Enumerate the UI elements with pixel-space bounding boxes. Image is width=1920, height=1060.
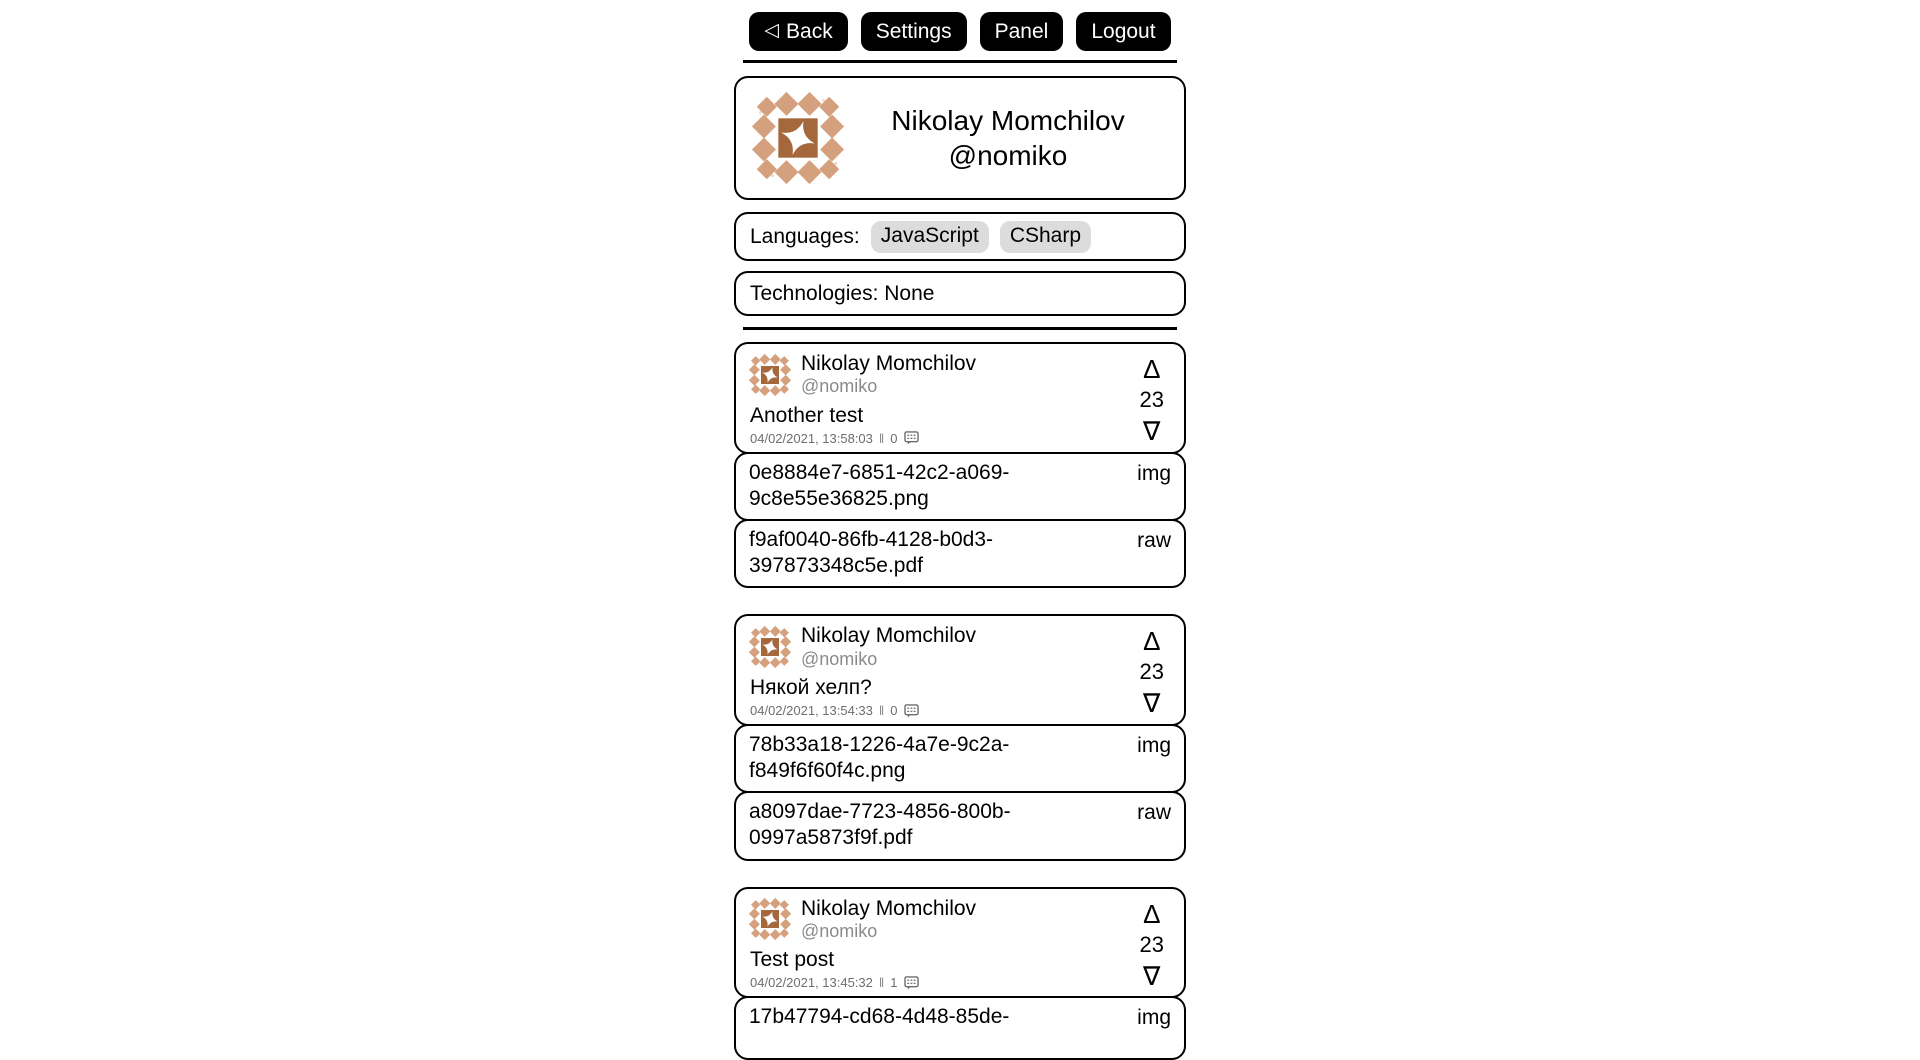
attachment-row[interactable] (734, 519, 1186, 588)
attachment-type-label: raw (1137, 801, 1171, 825)
meta-separator: ‖ (878, 430, 885, 446)
post-main (748, 624, 1130, 718)
attachment-filename: a8097dae-7723-4856-800b-0997a5873f9f.pdf (749, 800, 1011, 850)
post-meta (750, 703, 1130, 718)
posts-divider (743, 327, 1177, 330)
post-author-handle: @nomiko (801, 376, 878, 397)
vote-count: 23 (1139, 659, 1164, 685)
post-header (748, 897, 1130, 942)
post-author-block (801, 352, 976, 397)
technologies-label: Technologies: None (750, 281, 935, 305)
post-card[interactable] (734, 342, 1186, 454)
posts-feed (734, 342, 1186, 1060)
comment-bubble-icon (904, 976, 919, 990)
post-main (748, 352, 1130, 446)
post-meta (750, 431, 1130, 446)
identicon-avatar-icon (748, 897, 792, 941)
toolbar (734, 12, 1186, 51)
logout-button[interactable]: Logout (1076, 12, 1170, 51)
post-timestamp: 04/02/2021, 13:58:03 (750, 430, 873, 446)
language-badges (871, 221, 1091, 253)
vote-column (1130, 624, 1172, 718)
attachment-type-label: raw (1137, 529, 1171, 553)
post-author-name: Nikolay Momchilov (801, 352, 977, 376)
comment-bubble-icon (904, 431, 919, 445)
attachment-type-label: img (1137, 461, 1171, 485)
post (734, 614, 1186, 860)
language-badge: CSharp (1000, 221, 1091, 253)
meta-separator: ‖ (878, 975, 885, 991)
profile-names (846, 103, 1170, 173)
identicon-avatar-icon (748, 625, 792, 669)
post-author-handle: @nomiko (801, 648, 878, 669)
post-comment-count: 0 (890, 430, 898, 446)
settings-button[interactable]: Settings (861, 12, 967, 51)
language-badge: JavaScript (871, 221, 989, 253)
attachment-type-label: img (1137, 1006, 1171, 1030)
post-attachments (734, 996, 1186, 1060)
languages-card (734, 212, 1186, 261)
post-card[interactable] (734, 887, 1186, 999)
downvote-button[interactable]: ∇ (1143, 688, 1161, 719)
post-card[interactable] (734, 614, 1186, 726)
upvote-button[interactable]: Δ (1143, 354, 1161, 385)
profile-handle: @nomiko (948, 140, 1068, 172)
attachment-filename: f9af0040-86fb-4128-b0d3-397873348c5e.pdf (749, 528, 994, 577)
attachment-type-label: img (1137, 734, 1171, 758)
main-column (734, 0, 1186, 1060)
downvote-button[interactable]: ∇ (1143, 960, 1161, 991)
post-title: Някой хелп? (750, 676, 872, 700)
downvote-button[interactable]: ∇ (1143, 416, 1161, 447)
attachment-row[interactable] (734, 724, 1186, 793)
attachment-filename: 0e8884e7-6851-42c2-a069-9c8e55e36825.png (749, 460, 1010, 510)
post-meta (750, 975, 1130, 990)
post-attachments (734, 724, 1186, 860)
profile-name: Nikolay Momchilov (891, 105, 1125, 137)
panel-button[interactable]: Panel (980, 12, 1064, 51)
post-author-name: Nikolay Momchilov (801, 896, 977, 920)
post-timestamp: 04/02/2021, 13:54:33 (750, 703, 873, 719)
attachment-row[interactable] (734, 996, 1186, 1060)
upvote-button[interactable]: Δ (1143, 626, 1161, 657)
meta-separator: ‖ (878, 703, 885, 719)
vote-count: 23 (1139, 387, 1164, 413)
post-author-avatar (748, 625, 792, 669)
post-header (748, 352, 1130, 397)
identicon-avatar-icon (750, 90, 846, 186)
attachment-filename: 78b33a18-1226-4a7e-9c2a-f849f6f60f4c.png (749, 733, 1010, 782)
vote-count: 23 (1139, 931, 1164, 957)
profile-avatar (750, 90, 846, 186)
identicon-avatar-icon (748, 353, 792, 397)
technologies-card (734, 271, 1186, 316)
back-button[interactable] (749, 12, 847, 51)
post-author-avatar (748, 897, 792, 941)
post-author-block (801, 624, 976, 669)
post-author-avatar (748, 353, 792, 397)
post-timestamp: 04/02/2021, 13:45:32 (750, 975, 873, 991)
post-main (748, 897, 1130, 991)
post-comment-count: 1 (890, 975, 898, 991)
post-author-handle: @nomiko (801, 920, 878, 941)
post-title: Test post (750, 948, 835, 972)
post-attachments (734, 452, 1186, 588)
comment-bubble-icon (904, 704, 919, 718)
attachment-row[interactable] (734, 452, 1186, 521)
post-author-name: Nikolay Momchilov (801, 624, 977, 648)
attachment-row[interactable] (734, 791, 1186, 860)
post-header (748, 624, 1130, 669)
back-button-label: Back (786, 20, 833, 43)
vote-column (1130, 897, 1172, 991)
post-author-block (801, 897, 976, 942)
post-comment-count: 0 (890, 703, 898, 719)
profile-card (734, 76, 1186, 200)
top-divider (743, 60, 1177, 63)
post (734, 887, 1186, 1060)
attachment-filename: 17b47794-cd68-4d48-85de- (749, 1005, 1010, 1029)
vote-column (1130, 352, 1172, 446)
post-title: Another test (750, 403, 864, 427)
languages-label: Languages: (750, 224, 860, 248)
back-arrow-icon: ◁ (764, 20, 780, 42)
upvote-button[interactable]: Δ (1143, 898, 1161, 929)
post (734, 342, 1186, 588)
